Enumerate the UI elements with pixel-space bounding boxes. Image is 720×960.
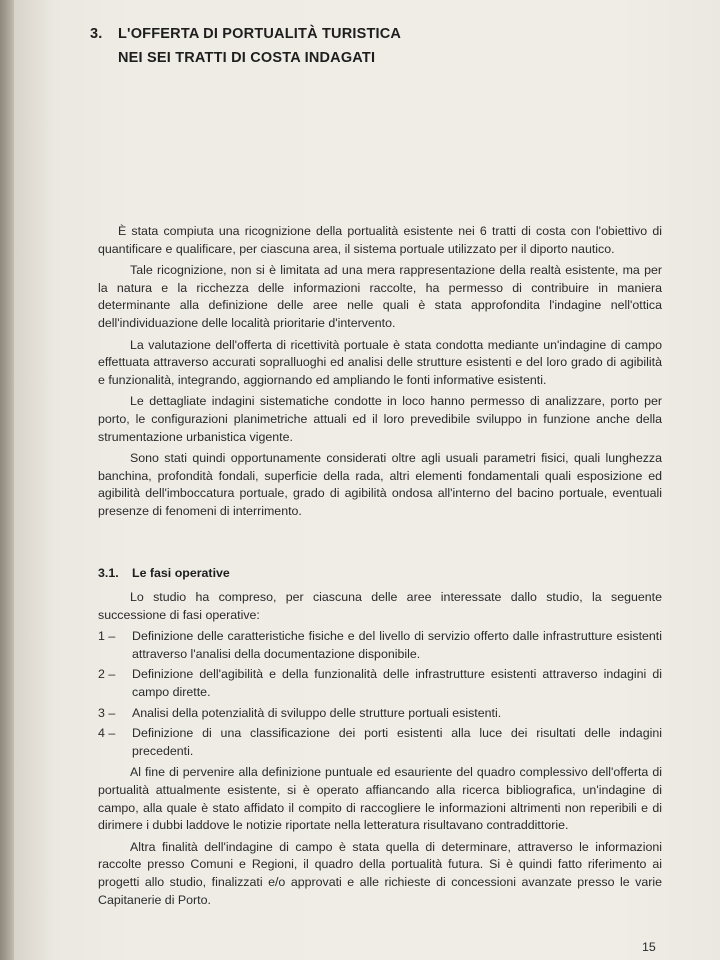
paragraph: Altra finalità dell'indagine di campo è stata quella di determinare, attraverso le informazioni raccolte presso Comuni e Regioni, il quadro della portualità futura. Si è quindi fatto riferimento ai progetti allo studio, finalizzati e/o approvati e alle richieste di concessioni avanzate presso le varie Capitanerie di Porto. [98,839,662,907]
book-spine-shadow [0,0,14,960]
list-marker: 2 – [98,667,116,682]
list-item-text: Definizione dell'agibilità e della funzionalità delle infrastrutture esistenti attraverso indagini di campo dirette. [132,667,662,699]
list-marker: 3 – [98,705,116,720]
list-marker: 1 – [98,629,116,644]
paragraph: La valutazione dell'offerta di ricettività portuale è stata condotta mediante un'indagine di campo effettuata attraverso accurati sopralluoghi ed analisi delle strutture esistenti e del loro grado di agibilità e funzionalità, integrando, aggiornando ed ampliando le fonti informative esistenti. [98,337,662,387]
paragraph: Tale ricognizione, non si è limitata ad una mera rappresentazione della realtà esistente, ma per la natura e la ricchezza delle informazioni raccolte, ha permesso di contribuire in maniera determinante alla definizione delle aree nelle quali è stata approfondita l'indagine nell'ottica dell'individuazione delle località prioritarie d'intervento. [98,263,662,330]
section-number: 3.1. [98,566,119,580]
chapter-title-line-2: NEI SEI TRATTI DI COSTA INDAGATI [118,50,376,66]
paragraph: Al fine di pervenire alla definizione puntuale ed esauriente del quadro complessivo dell'offerta di portualità attualmente esistente, si è operato affiancando alla ricerca bibliografica, un'indagine di campo, alla quale è stato affidato il compito di raccogliere le informazioni altrimenti non reperibili e di dirimere i dubbi laddove le notizie riportate nella letteratura risultavano contraddittorie. [98,765,662,833]
list-item-text: Definizione di una classificazione dei porti esistenti alla luce dei risultati delle indagini precedenti. [132,726,662,758]
chapter-title [90,22,650,70]
paragraph: Le dettagliate indagini sistematiche condotte in loco hanno permesso di analizzare, porto per porto, le configurazioni planimetriche attuali ed il loro prevedibile sviluppo in funzione anche della strumentazione urbanistica vigente. [98,394,662,444]
list-item [98,705,662,723]
list-item-text: Definizione delle caratteristiche fisiche e del livello di servizio offerto dalle infrastrutture esistenti attraverso l'analisi della documentazione disponibile. [132,629,662,661]
document-page [14,0,720,960]
list-item [98,666,662,701]
chapter-title-line-1: L'OFFERTA DI PORTUALITÀ TURISTICA [118,26,402,42]
section-text-block [98,589,662,913]
paragraph: Sono stati quindi opportunamente considerati oltre agli usuali parametri fisici, quali lunghezza banchina, profondità fondali, superficie della rada, altri elementi fondamentali quali esposizione ed agibilità dell'imboccatura portuale, grado di agibilità ondosa all'interno del bacino portuale, eventuali presenze di fenomeni di interrimento. [98,451,662,518]
section-title-text: Le fasi operative [132,566,230,580]
page-number: 15 [642,940,656,954]
section-title [98,564,230,582]
section-lead-paragraph: Lo studio ha compreso, per ciascuna delle aree interessate dallo studio, la seguente successione di fasi operative: [98,590,662,622]
intro-text-block [98,223,662,525]
list-item [98,628,662,663]
list-item-text: Analisi della potenzialità di sviluppo delle strutture portuali esistenti. [132,705,502,720]
chapter-number: 3. [90,26,103,42]
list-marker: 4 – [98,726,116,741]
paragraph: È stata compiuta una ricognizione della portualità esistente nei 6 tratti di costa con l'obiettivo di quantificare e qualificare, per ciascuna area, il sistema portuale utilizzato per il diporto nautico. [98,224,662,256]
list-item [98,725,662,760]
operative-phases-list [98,628,662,760]
